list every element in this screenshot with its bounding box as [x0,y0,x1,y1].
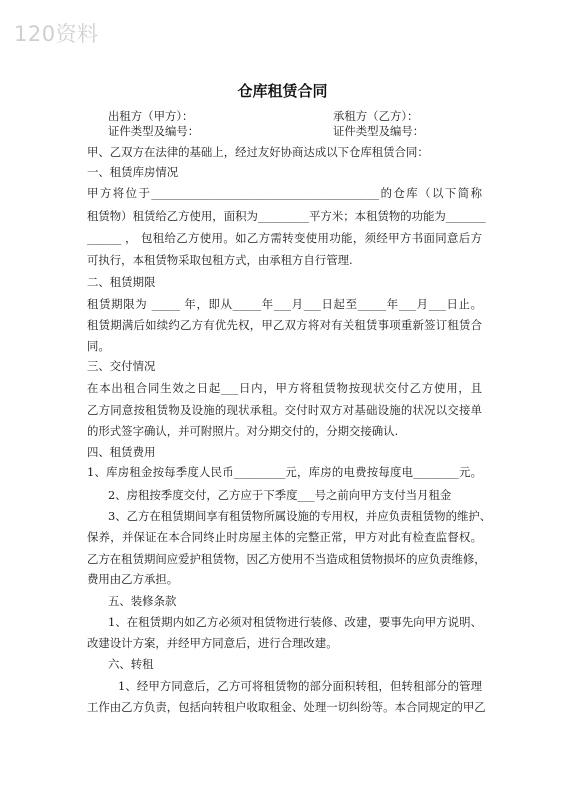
section-heading-4: 四、租赁费用 [87,445,156,459]
section-heading-3: 三、交付情况 [87,359,156,373]
paragraph-line: 1、在租赁期内如乙方必须对租赁物进行装修、改建，要事先向甲方说明、 [108,615,482,629]
lessee-id-label: 证件类型及编号： [333,124,425,138]
preamble: 甲、乙双方在法律的基础上，经过友好协商达成以下仓库租赁合同： [87,145,429,159]
paragraph-line: 可执行，本租赁物采取包租方式，由承租方自行管理. [87,253,353,267]
paragraph-line: 租赁期满后如续约乙方有优先权，甲乙双方将对有关租赁事项重新签订租赁合 [87,318,482,332]
lessee-label: 承租方（乙方）： [333,109,419,123]
paragraph-line: 1、库房租金按每季度人民币_________元，库房的电费按每度电________元。 [87,465,482,479]
paragraph-line: 在本出租合同生效之日起___日内，甲方将租赁物按现状交付乙方使用，且 [87,381,482,395]
paragraph-line: 同。 [87,339,110,353]
paragraph-line: 改建设计方案，并经甲方同意后，进行合理改建。 [87,636,338,650]
paragraph-line: 3、乙方在租赁期间享有租赁物所属设施的专用权，并应负责租赁物的维护、 [108,509,492,523]
section-heading-6: 六、转租 [108,657,154,671]
document-title: 仓库租赁合同 [237,82,328,100]
watermark-logo: 120资料 [14,22,99,46]
lessor-label: 出租方（甲方）： [108,109,194,123]
paragraph-line: 1、经甲方同意后，乙方可将租赁物的部分面积转租，但转租部分的管理 [118,679,482,693]
paragraph-line: 2、房租按季度交付，乙方应于下季度___号之前向甲方支付当月租金 [108,488,452,502]
paragraph-line: 保养，并保证在本合同终止时房屋主体的完整正常，甲方对此有检查监督权。 [87,530,482,544]
paragraph-line: 的形式签字确认，并可附照片。对分期交付的，分期交接确认. [87,424,399,438]
section-heading-5: 五、装修条款 [108,594,177,608]
paragraph-line: 费用由乙方承担。 [87,572,179,586]
paragraph-line: 租赁期限为 _____ 年，即从_____年___月___日起至_____年___月___日止。 [87,297,482,311]
lessor-id-label: 证件类型及编号： [108,124,200,138]
paragraph-line: 甲方将位于________________________________________的仓库（以下简称 [87,186,482,200]
section-heading-1: 一、租赁库房情况 [87,165,179,179]
paragraph-line: 工作由乙方负责，包括向转租户收取租金、处理一切纠纷等。本合同规定的甲乙 [87,700,486,714]
section-heading-2: 二、租赁期限 [87,275,156,289]
paragraph-line: 租赁物）租赁给乙方使用，面积为_________平方米；本租赁物的功能为_______ [87,209,486,223]
paragraph-line: ______ ， 包租给乙方使用。如乙方需转变使用功能，须经甲方书面同意后方 [87,231,482,245]
paragraph-line: 乙方在租赁期间应爱护租赁物，因乙方使用不当造成租赁物损坏的应负责维修， [87,552,486,566]
paragraph-line: 乙方同意按租赁物及设施的现状承租。交付时双方对基础设施的状况以交接单 [87,403,482,417]
